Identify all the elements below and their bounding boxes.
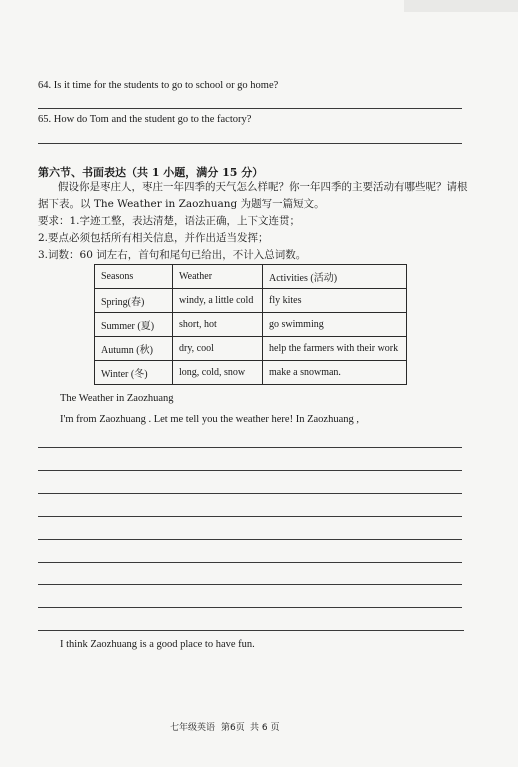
requirement-3: 3.词数：60 词左右，首句和尾句已给出，不计入总词数。 — [38, 249, 307, 261]
question-65: 65. How do Tom and the student go to the factory? — [38, 114, 252, 125]
table-header-cell: Seasons — [95, 265, 173, 289]
writing-line — [38, 447, 462, 448]
table-row — [95, 313, 407, 337]
intro-line-2: 据下表。以 The Weather in Zaozhuang 为题写一篇短文。 — [38, 198, 325, 210]
footer-grade: 七年级英语 — [170, 723, 216, 733]
table-header-cell: Activities (活动) — [263, 265, 407, 289]
writing-line — [38, 562, 462, 563]
essay-last-sentence: I think Zaozhuang is a good place to have fun. — [60, 639, 255, 650]
essay-first-sentence: I'm from Zaozhuang . Let me tell you the weather here! In Zaozhuang , — [60, 414, 359, 425]
answer-line-65 — [38, 143, 462, 144]
table-cell: dry, cool — [173, 337, 263, 361]
writing-line — [38, 470, 462, 471]
requirement-2: 2.要点必须包括所有相关信息，并作出适当发挥； — [38, 232, 269, 244]
table-row — [95, 289, 407, 313]
table-row — [95, 361, 407, 385]
table-cell: Autumn (秋) — [95, 337, 173, 361]
table-cell: make a snowman. — [263, 361, 407, 385]
table-row — [95, 337, 407, 361]
writing-line — [38, 516, 462, 517]
intro-line-1: 假设你是枣庄人，枣庄一年四季的天气怎么样呢？你一年四季的主要活动有哪些呢？请根 — [58, 181, 468, 193]
table-cell: Winter (冬) — [95, 361, 173, 385]
essay-title: The Weather in Zaozhuang — [60, 393, 174, 404]
table-cell: Spring(春) — [95, 289, 173, 313]
writing-line — [38, 584, 462, 585]
table-cell: short, hot — [173, 313, 263, 337]
table-cell: long, cold, snow — [173, 361, 263, 385]
page-fold-shadow — [404, 0, 518, 12]
table-cell: fly kites — [263, 289, 407, 313]
table-cell: Summer (夏) — [95, 313, 173, 337]
question-64: 64. Is it time for the students to go to school or go home? — [38, 80, 279, 91]
section-title: 第六节、书面表达（共 1 小题，满分 15 分） — [38, 166, 264, 179]
table-cell: go swimming — [263, 313, 407, 337]
table-header-row — [95, 265, 407, 289]
writing-line — [38, 630, 464, 631]
writing-line — [38, 539, 462, 540]
table-cell: help the farmers with their work — [263, 337, 407, 361]
writing-line — [38, 607, 462, 608]
writing-line — [38, 493, 462, 494]
answer-line-64 — [38, 108, 462, 109]
footer-page-number: 第6页 — [221, 723, 245, 733]
table-cell: windy, a little cold — [173, 289, 263, 313]
table-header-cell: Weather — [173, 265, 263, 289]
footer-page-total: 共 6 页 — [250, 723, 280, 733]
requirement-1: 要求：1.字迹工整，表达清楚，语法正确，上下文连贯； — [38, 215, 301, 227]
season-info-table — [94, 264, 407, 385]
